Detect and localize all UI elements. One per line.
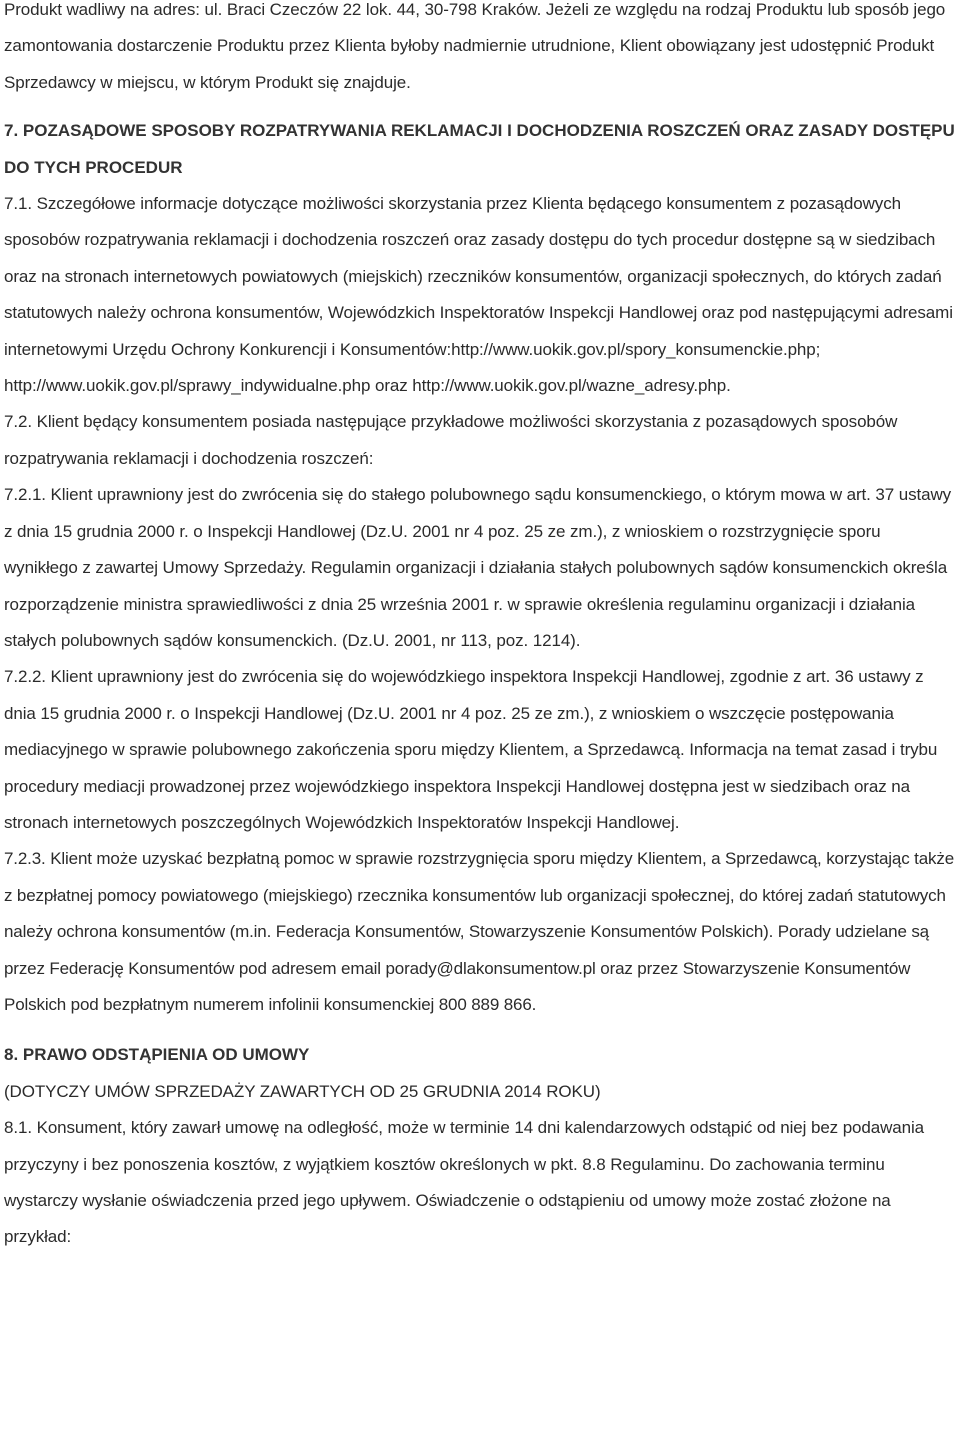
paragraph-7-2-1: 7.2.1. Klient uprawniony jest do zwrócenia się do stałego polubownego sądu konsumenckiego, o którym mowa w art. 37 ustawy z dnia 15 grudnia 2000 r. o Inspekcji Handlowej (Dz.U. 2001 nr 4 poz. 25 ze zm.), z wnioskiem o rozstrzygnięcie sporu wynikłego z zawartej Umowy Sprzedaży. Regulamin organizacji i działania stałych polubownych sądów konsumenckich określa rozporządzenie ministra sprawiedliwości z dnia 25 września 2001 r. w sprawie określenia regulaminu organizacji i działania stałych polubownych sądów konsumenckich. (Dz.U. 2001, nr 113, poz. 1214). [4, 485, 952, 650]
section-8-subtitle: (DOTYCZY UMÓW SPRZEDAŻY ZAWARTYCH OD 25 GRUDNIA 2014 ROKU) [4, 1081, 601, 1101]
paragraph-7-2-3: 7.2.3. Klient może uzyskać bezpłatną pomoc w sprawie rozstrzygnięcia sporu między Klientem, a Sprzedawcą, korzystając także z bezpłatnej pomocy powiatowego (miejskiego) rzecznika konsumentów lub organizacji społecznej, do której zadań statutowych należy ochrona konsumentów (m.in. Federacja Konsumentów, Stowarzyszenie Konsumentów Polskich). Porady udzielane są przez Federację Konsumentów pod adresem email porady@dlakonsumentow.pl oraz przez Stowarzyszenie Konsumentów Polskich pod bezpłatnym numerem infolinii konsumenckiej 800 889 866. [4, 849, 955, 1014]
paragraph-7-2: 7.2. Klient będący konsumentem posiada następujące przykładowe możliwości skorzystania z pozasądowych sposobów rozpatrywania reklamacji i dochodzenia roszczeń: [4, 412, 898, 468]
paragraph-8-1: 8.1. Konsument, który zawarł umowę na odległość, może w terminie 14 dni kalendarzowych odstąpić od niej bez podawania przyczyny i bez ponoszenia kosztów, z wyjątkiem kosztów określonych w pkt. 8.8 Regulaminu. Do zachowania terminu wystarczy wysłanie oświadczenia przed jego upływem. Oświadczenie o odstąpieniu od umowy może zostać złożone na przykład: [4, 1118, 925, 1247]
section-8-heading: 8. PRAWO ODSTĄPIENIA OD UMOWY [4, 1045, 310, 1065]
paragraph-7-2-2: 7.2.2. Klient uprawniony jest do zwrócenia się do wojewódzkiego inspektora Inspekcji Handlowej, zgodnie z art. 36 ustawy z dnia 15 grudnia 2000 r. o Inspekcji Handlowej (Dz.U. 2001 nr 4 poz. 25 ze zm.), z wnioskiem o wszczęcie postępowania mediacyjnego w sprawie polubownego zakończenia sporu między Klientem, a Sprzedawcą. Informacja na temat zasad i trybu procedury mediacji prowadzonej przez wojewódzkiego inspektora Inspekcji Handlowej dostępna jest w siedzibach oraz na stronach internetowych poszczególnych Wojewódzkich Inspektoratów Inspekcji Handlowej. [4, 667, 938, 832]
section-7-heading: 7. POZASĄDOWE SPOSOBY ROZPATRYWANIA REKLAMACJI I DOCHODZENIA ROSZCZEŃ ORAZ ZASADY DOSTĘPU DO TYCH PROCEDUR [4, 121, 955, 177]
paragraph-return-address: Produkt wadliwy na adres: ul. Braci Czeczów 22 lok. 44, 30-798 Kraków. Jeżeli ze względu na rodzaj Produktu lub sposób jego zamontowania dostarczenie Produktu przez Klienta byłoby nadmiernie utrudnione, Klient obowiązany jest udostępnić Produkt Sprzedawcy w miejscu, w którym Produkt się znajduje. [4, 0, 946, 92]
paragraph-7-1: 7.1. Szczegółowe informacje dotyczące możliwości skorzystania przez Klienta będącego konsumentem z pozasądowych sposobów rozpatrywania reklamacji i dochodzenia roszczeń oraz zasady dostępu do tych procedur dostępne są w siedzibach oraz na stronach internetowych powiatowych (miejskich) rzeczników konsumentów, organizacji społecznych, do których zadań statutowych należy ochrona konsumentów, Wojewódzkich Inspektoratów Inspekcji Handlowej oraz pod następującymi adresami internetowymi Urzędu Ochrony Konkurencji i Konsumentów:http://www.uokik.gov.pl/spory_konsumenckie.php; http://www.uokik.gov.pl/sprawy_indywidualne.php oraz http://www.uokik.gov.pl/wazne_adresy.php. [4, 194, 953, 396]
